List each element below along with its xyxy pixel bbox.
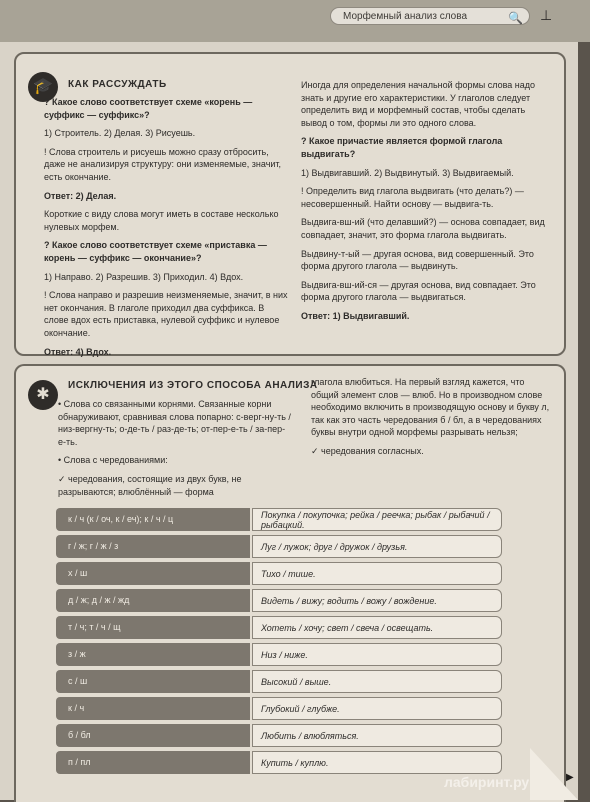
search-icon: 🔍 — [508, 11, 523, 25]
alternation-cell: з / ж — [56, 643, 250, 666]
left-column — [44, 96, 289, 364]
example-cell: Любить / влюбляться. — [252, 724, 502, 747]
paragraph: глагола влюбиться. На первый взгляд кажется, что общий элемент слов — влюб. Но в производном слове необходимо включить в производящую основу и букву л, так как это часть чередования б / бл, а в чередованиях буквы внутри одной морфемы разрывать нельзя; — [311, 377, 550, 438]
paragraph: • Слова со связанными корнями. Связанные корни обнаруживают, сравнивая слова попарно: с-верг-ну-ть / низ-вергну-ть; о-де-ть / раз-де-ть; от-пер-е-ть / за-пер-е-ть. — [58, 399, 291, 447]
alternation-cell: г / ж; г / ж / з — [56, 535, 250, 558]
alternation-cell: к / ч — [56, 697, 250, 720]
table-row — [56, 562, 502, 585]
paragraph: ✓ чередования, состоящие из двух букв, не разрываются; влюблённый — форма — [58, 473, 242, 497]
paragraph: 1) Строитель. 2) Делая. 3) Рисуешь. — [44, 128, 196, 139]
paragraph: ✓ чередования согласных. — [311, 445, 424, 456]
structure-icon: ⊥ — [540, 7, 553, 23]
table-row — [56, 616, 502, 639]
example-cell: Купить / куплю. — [252, 751, 502, 774]
example-cell: Луг / лужок; друг / дружок / друзья. — [252, 535, 502, 558]
example-cell: Высокий / выше. — [252, 670, 502, 693]
paragraph: ? Какое слово соответствует схеме «корень — суффикс — суффикс»? — [44, 97, 253, 120]
alternation-cell: к / ч (к / оч, к / еч); к / ч / ц — [56, 508, 250, 531]
alternation-cell: п / пл — [56, 751, 250, 774]
paragraph: ! Слова направо и разрешив неизменяемые, значит, в них нет окончания. В глаголе приходил два суффикса. В слове вдох есть приставка, нулевой суффикс и нулевое окончание. — [44, 290, 288, 338]
paragraph: Выдвига-вш-ий (что делавший?) — основа совпадает, вид совпадает, значит, это форма глагола выдвигать. — [301, 217, 545, 240]
table-row — [56, 697, 502, 720]
paragraph: • Слова с чередованиями: — [58, 455, 168, 466]
paragraph: ! Слова строитель и рисуешь можно сразу отбросить, даже не анализируя структуру: они изменяемые, значит, есть окончание. — [44, 146, 282, 182]
section-title: КАК РАССУЖДАТЬ — [68, 79, 167, 90]
right-column — [311, 376, 551, 464]
table-row — [56, 589, 502, 612]
paragraph: ! Определить вид глагола выдвигать (что делать?) — несовершенный. Найти основу — выдвига-ть. — [301, 186, 524, 209]
paragraph: Ответ: 4) Вдох. — [44, 346, 112, 357]
paragraph: Короткие с виду слова могут иметь в составе несколько нулевых морфем. — [44, 209, 279, 232]
alternation-cell: б / бл — [56, 724, 250, 747]
example-cell: Низ / ниже. — [252, 643, 502, 666]
example-cell: Тихо / тише. — [252, 562, 502, 585]
paragraph: ? Какое причастие является формой глагола выдвигать? — [301, 136, 503, 159]
header-bar — [0, 0, 590, 42]
alternation-cell: т / ч; т / ч / щ — [56, 616, 250, 639]
paragraph: Выдвину-т-ый — другая основа, вид совершенный. Это форма другого глагола — выдвинуть. — [301, 248, 534, 272]
table-row — [56, 724, 502, 747]
table-row — [56, 535, 502, 558]
exceptions-panel — [14, 364, 566, 802]
paragraph: Ответ: 1) Выдвигавший. — [301, 310, 410, 321]
paragraph: 1) Выдвигавший. 2) Выдвинутый. 3) Выдвигаемый. — [301, 167, 514, 178]
table-row — [56, 508, 502, 531]
asterisk-icon: ✱ — [28, 380, 58, 410]
search-box — [330, 7, 530, 25]
example-cell: Хотеть / хочу; свет / свеча / освещать. — [252, 616, 502, 639]
next-arrow-icon: ▶ — [566, 772, 574, 783]
example-cell: Покупка / покупочка; рейка / реечка; рыбак / рыбачий / рыбацкий. — [252, 508, 502, 531]
section-title: ИСКЛЮЧЕНИЯ ИЗ ЭТОГО СПОСОБА АНАЛИЗА — [68, 380, 318, 391]
paragraph: Выдвига-вш-ий-ся — другая основа, вид совпадает. Это форма другого глагола — выдвигаться. — [301, 279, 536, 303]
alternation-cell: д / ж; д / ж / жд — [56, 589, 250, 612]
paragraph: Иногда для определения начальной формы слова надо знать и другие его характеристики. У глаголов следует определить вид и морфемный состав, чтобы сделать вывод о том, формы ли это одного слова. — [301, 80, 535, 128]
paragraph: 1) Направо. 2) Разрешив. 3) Приходил. 4) Вдох. — [44, 271, 244, 282]
graduation-cap-icon: 🎓 — [28, 72, 58, 102]
left-column — [58, 398, 293, 504]
alternation-cell: х / ш — [56, 562, 250, 585]
table-row — [56, 670, 502, 693]
paragraph: ? Какое слово соответствует схеме «приставка — корень — суффикс — окончание»? — [44, 240, 267, 263]
table-row — [56, 751, 502, 774]
reasoning-panel — [14, 52, 566, 356]
alternation-cell: с / ш — [56, 670, 250, 693]
paragraph: Ответ: 2) Делая. — [44, 190, 117, 201]
example-cell: Видеть / вижу; водить / вожу / вождение. — [252, 589, 502, 612]
right-column — [301, 79, 546, 329]
watermark: лабиринт.ру — [444, 774, 530, 790]
search-text: Морфемный анализ слова — [343, 11, 468, 22]
table-row — [56, 643, 502, 666]
example-cell: Глубокий / глубже. — [252, 697, 502, 720]
